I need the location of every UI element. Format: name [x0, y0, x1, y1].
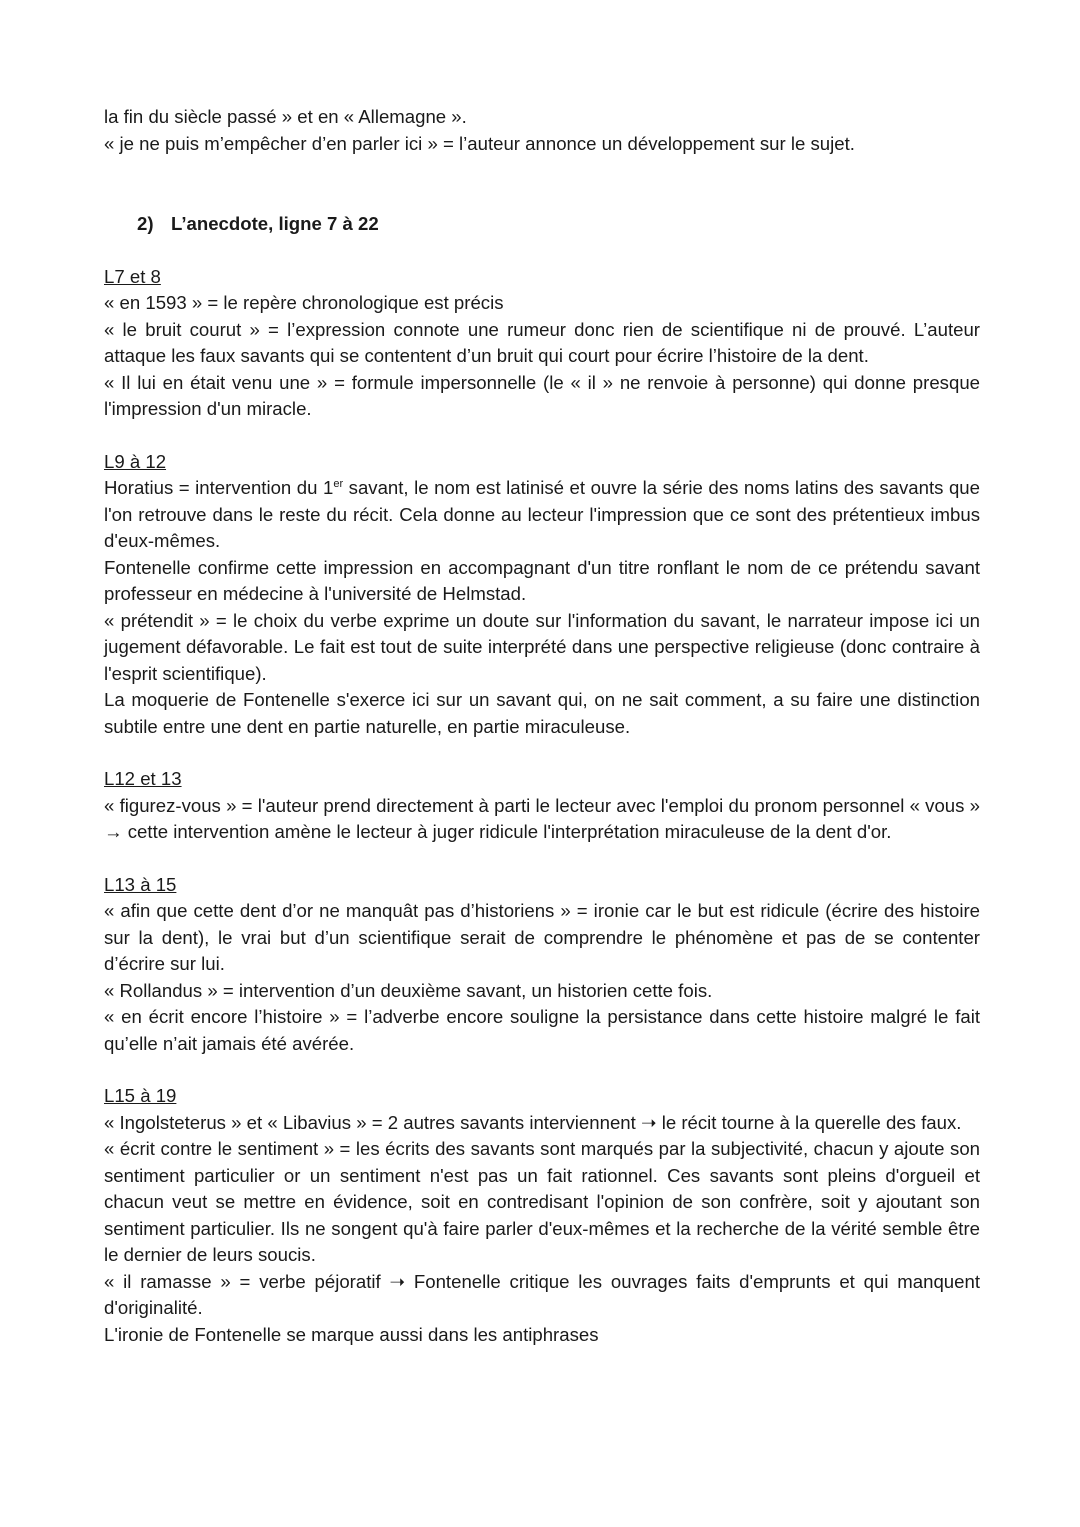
- analysis-text: « écrit contre le sentiment » = les écrits des savants sont marqués par la subjectivité, chacun y ajoute son sentiment particulier or un sentiment n'est pas un fait rationnel. Ces savants sont pleins d'orgueil et chacun veut se mettre en évidence, soit en contredisant l'opinion de son confrère, soit y ajoutant son sentiment particulier. Ils ne songent qu'à faire parler d'eux-mêmes et la recherche de la vérité semble être le dernier de leurs soucis.: [104, 1138, 980, 1265]
- analysis-text: « en 1593 » = le repère chronologique est précis: [104, 292, 504, 313]
- analysis-text: « Ingolsteterus » et « Libavius » = 2 autres savants interviennent ➝ le récit tourne à la querelle des faux.: [104, 1111, 962, 1133]
- line-reference-heading: L9 à 12: [104, 450, 167, 472]
- intro-block: [104, 104, 980, 157]
- analysis-block-l13-15: [104, 872, 980, 1058]
- analysis-block-l9-12: [104, 449, 980, 741]
- analysis-block-l15-19: [104, 1083, 980, 1348]
- intro-line-2: « je ne puis m’empêcher d’en parler ici » = l’auteur annonce un développement sur le sujet.: [104, 132, 855, 154]
- line-reference-heading: L13 à 15: [104, 873, 177, 895]
- analysis-text: [104, 475, 980, 555]
- line-reference-heading: L12 et 13: [104, 768, 182, 789]
- intro-line-1: la fin du siècle passé » et en « Allemagne ».: [104, 106, 467, 127]
- analysis-text: La moquerie de Fontenelle s'exerce ici sur un savant qui, on ne sait comment, a su faire une distinction subtile entre une dent en partie naturelle, en partie miraculeuse.: [104, 689, 980, 737]
- analysis-text: Fontenelle confirme cette impression en accompagnant d'un titre ronflant le nom de ce prétendu savant professeur en médecine à l'université de Helmstad.: [104, 556, 980, 604]
- analysis-text: « prétendit » = le choix du verbe exprime un doute sur l'information du savant, le narrateur impose ici un jugement défavorable. Le fait est tout de suite interprété dans une perspective religieuse (donc contraire à l'esprit scientifique).: [104, 609, 980, 684]
- analysis-text: « le bruit courut » = l’expression connote une rumeur donc rien de scientifique ni de prouvé. L’auteur attaque les faux savants qui se contentent d’un bruit qui court pour écrire l’histoire de la dent.: [104, 318, 980, 366]
- analysis-text: « il ramasse » = verbe péjoratif ➝ Fontenelle critique les ouvrages faits d'emprunts et qui manquent d'originalité.: [104, 1270, 980, 1318]
- analysis-text: « afin que cette dent d’or ne manquât pas d’historiens » = ironie car le but est ridicule (écrire des histoire sur la dent), le vrai but d’un scientifique serait de comprendre le phénomène et pas de se contenter d’écrire sur lui.: [104, 900, 980, 974]
- section-title: L’anecdote, ligne 7 à 22: [171, 213, 379, 234]
- analysis-text: « figurez-vous » = l'auteur prend directement à parti le lecteur avec l'emploi du pronom personnel « vous » → cette intervention amène le lecteur à juger ridicule l'interprétation miraculeuse de la dent d'or.: [104, 794, 980, 842]
- analysis-text: « Il lui en était venu une » = formule impersonnelle (le « il » ne renvoie à personne) qui donne presque l'impression d'un miracle.: [104, 371, 980, 419]
- section-number: 2): [137, 213, 154, 234]
- line-reference-heading: L15 à 19: [104, 1085, 177, 1106]
- document-page: [104, 104, 980, 1348]
- analysis-text: « en écrit encore l’histoire » = l’adverbe encore souligne la persistance dans cette histoire malgré le fait qu’elle n’ait jamais été avérée.: [104, 1006, 980, 1054]
- ordinal-superscript: er: [333, 477, 344, 490]
- analysis-text-part: savant, le nom est latinisé et ouvre la série des noms latins des savants que l'on retrouve dans le reste du récit. Cela donne au lecteur l'impression que ce sont des prétentieux imbus d'eux-mêmes.: [104, 477, 980, 551]
- analysis-text: L'ironie de Fontenelle se marque aussi dans les antiphrases: [104, 1323, 599, 1345]
- analysis-block-l12-13: [104, 766, 980, 846]
- analysis-text: « Rollandus » = intervention d’un deuxième savant, un historien cette fois.: [104, 979, 713, 1001]
- line-reference-heading: L7 et 8: [104, 265, 161, 287]
- analysis-text-part: Horatius = intervention du 1: [104, 477, 334, 498]
- analysis-block-l7-8: [104, 264, 980, 423]
- section-heading: [104, 211, 980, 238]
